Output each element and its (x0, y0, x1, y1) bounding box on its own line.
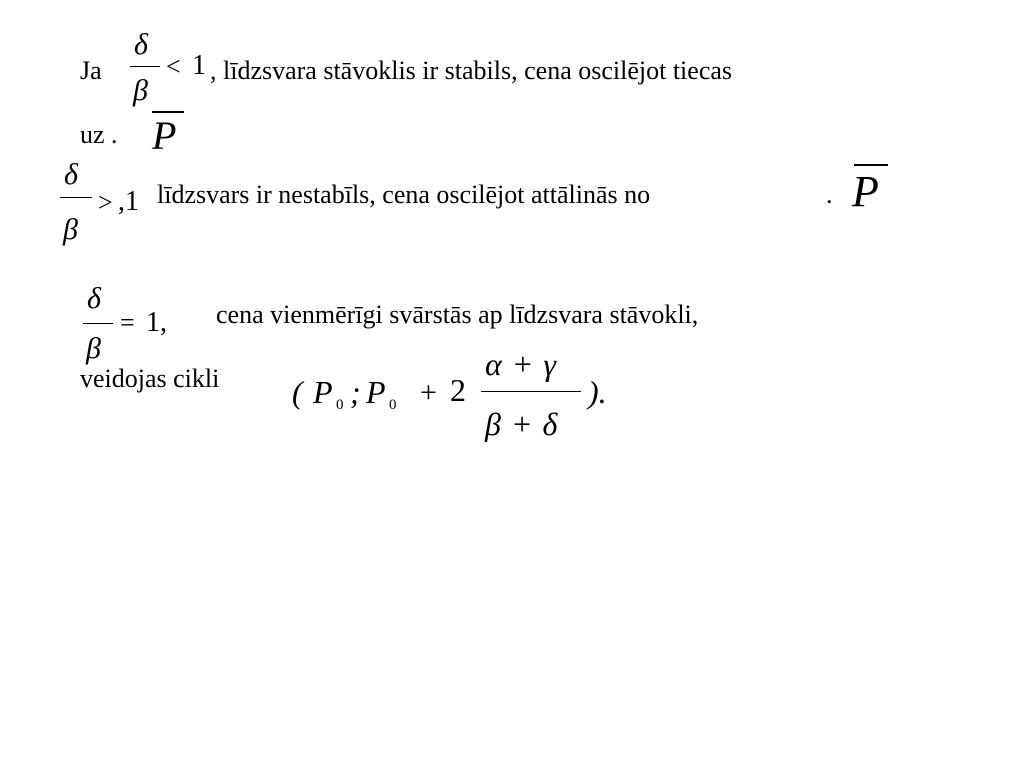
subscript-zero: 0 (336, 397, 344, 413)
less-than-sign: < (166, 52, 181, 81)
subscript-zero: 0 (389, 397, 397, 413)
coefficient-two: 2 (450, 372, 466, 408)
equals-sign: = (120, 308, 135, 337)
beta-denominator: β (63, 213, 78, 246)
rhs-one: 1, (146, 307, 167, 338)
overbar (854, 164, 888, 166)
greater-than-sign: > (98, 188, 113, 217)
text-ja: Ja (80, 56, 102, 85)
plus-sign: + (420, 376, 437, 409)
semicolon: ; (350, 374, 361, 410)
text-cycles: cena vienmērīgi svārstās ap līdzsvara stāvokli, (216, 300, 699, 329)
text-stable: , līdzsvara stāvoklis ir stabils, cena oscilējot tiecas (210, 56, 733, 85)
fraction-bar (60, 197, 92, 198)
delta-numerator: δ (87, 282, 101, 315)
fraction-bar (130, 66, 160, 67)
fraction-bar (481, 391, 581, 392)
close-paren: ). (588, 374, 607, 410)
alpha-plus-gamma: α + γ (485, 346, 556, 382)
text-veidojas: veidojas cikli (80, 364, 220, 393)
p-zero: P (366, 374, 386, 410)
text-dot: . (826, 180, 833, 209)
delta-numerator: δ (134, 28, 148, 61)
open-paren: ( (292, 374, 303, 410)
beta-plus-delta: β + δ (485, 406, 558, 442)
delta-numerator: δ (64, 158, 78, 191)
text-uz: uz . (80, 120, 118, 149)
rhs-one: 1 (192, 50, 206, 81)
fraction-bar (83, 323, 113, 324)
p-bar-symbol: P (152, 113, 177, 158)
p-zero: P (313, 374, 333, 410)
text-unstable: līdzsvars ir nestabīls, cena oscilējot attālinās no (157, 180, 651, 209)
rhs-one: ,1 (118, 186, 139, 217)
beta-denominator: β (133, 74, 148, 107)
beta-denominator: β (86, 332, 101, 365)
p-bar-symbol: P (852, 167, 879, 216)
